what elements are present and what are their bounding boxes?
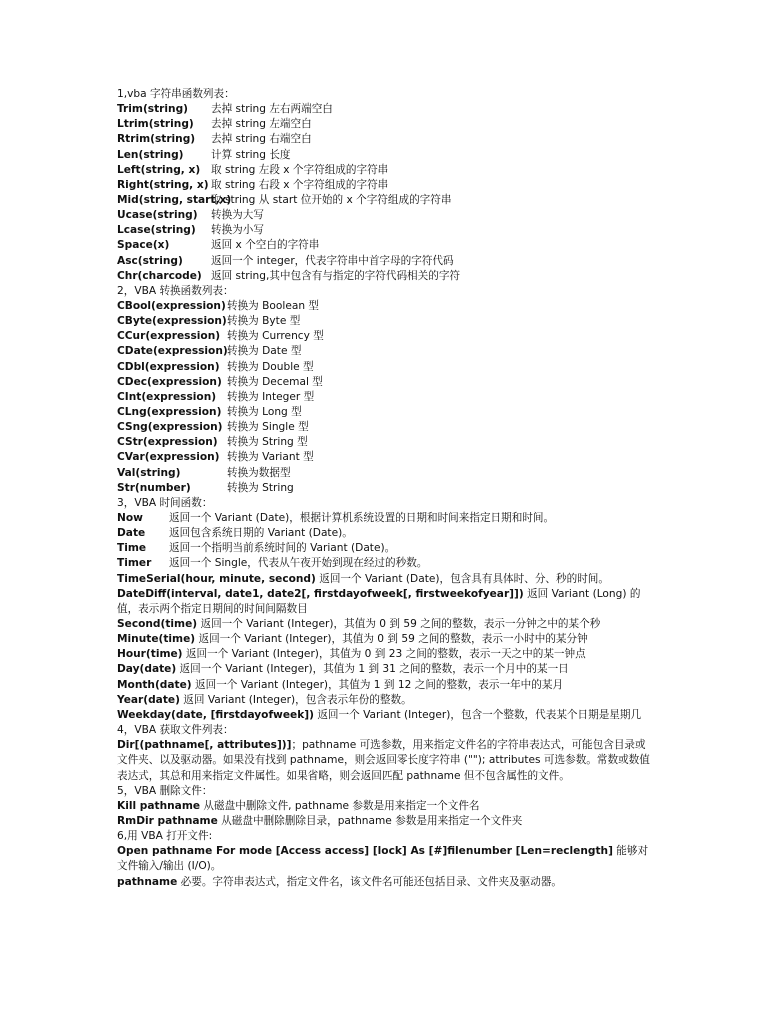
function-name: Asc(string) [117,254,183,267]
function-description: 返回一个 Variant (Integer)，其值为 1 到 31 之间的整数，表示一个月中的某一日 [176,663,569,676]
function-description: 去掉 string 左端空白 [211,118,312,131]
function-description: 返回一个 Single，代表从午夜开始到现在经过的秒数。 [169,557,428,570]
function-row [117,541,652,556]
function-name: Space(x) [117,239,170,252]
function-row [117,405,652,420]
function-row [117,375,652,390]
function-name: CDec(expression) [117,375,222,388]
function-description: 转换为 Single 型 [227,421,309,434]
function-description: 取 string 右段 x 个字符组成的字符串 [211,178,389,191]
function-row [117,163,652,178]
function-description: 取 string 左段 x 个字符组成的字符串 [211,163,389,176]
function-name: Ucase(string) [117,209,198,222]
function-paragraph [117,875,652,890]
function-description: 转换为 Boolean 型 [227,299,320,312]
function-name: CByte(expression) [117,315,227,328]
function-description: ；pathname 可选参数，用来指定文件名的字符串表达式，可能包含目录或文件夹、以及驱动器。如果没有找到 pathname，则会返回零长度字符串 (""); attributes 可选参数。常数或数值表达式，其总和用来指定文件属性。如果省略，则会返回匹配 pathname 但不包含属性的文件。 [117,739,650,782]
section-heading: 3，VBA 时间函数： [117,496,213,509]
function-paragraph [117,738,652,783]
function-name: Str(number) [117,481,191,494]
function-name: Lcase(string) [117,224,196,237]
function-name: Minute(time) [117,633,196,646]
function-name: Right(string, x) [117,178,209,191]
function-description: 返回 x 个空白的字符串 [211,239,320,252]
function-description: 返回一个 Variant (Integer)，其值为 0 到 59 之间的整数，表示一小时中的某分钟 [195,633,588,646]
function-row [117,329,652,344]
function-name: Len(string) [117,148,184,161]
function-name: CDate(expression) [117,345,228,358]
function-name: Chr(charcode) [117,269,202,282]
function-description: 返回一个 Variant (Integer)，其值为 0 到 59 之间的整数，表示一分钟之中的某个秒 [197,617,601,630]
function-name: Second(time) [117,617,198,630]
function-paragraph [117,678,652,693]
function-description: 转换为 Long 型 [227,405,302,418]
function-row [117,148,652,163]
function-name: CSng(expression) [117,421,223,434]
function-description: 转换为 Integer 型 [227,390,315,403]
function-name: Weekday(date, [firstdayofweek]) [117,708,314,721]
function-row [117,269,652,284]
function-description: 返回 string,其中包含有与指定的字符代码相关的字符 [211,269,461,282]
function-description: 返回 Variant (Long) 的值，表示两个指定日期间的时间间隔数目 [117,587,641,615]
section-heading: 2，VBA 转换函数列表： [117,284,234,297]
function-row [117,435,652,450]
section-heading: 1,vba 字符串函数列表： [117,88,235,100]
function-description: 转换为 Currency 型 [227,330,324,343]
function-name: CStr(expression) [117,436,218,449]
function-row [117,193,652,208]
function-row [117,360,652,375]
function-name: TimeSerial(hour, minute, second) [117,572,316,585]
function-description: 返回一个 Variant (Date)，包含具有具体时、分、秒的时间。 [315,572,609,585]
function-row [117,526,652,541]
function-name: Kill pathname [117,799,201,812]
section-heading: 6,用 VBA 打开文件: [117,830,213,843]
function-description: 转换为 Double 型 [227,360,314,373]
function-row [117,481,652,496]
function-row [117,223,652,238]
function-description: 去掉 string 左右两端空白 [211,103,333,116]
function-description: 转换为小写 [211,224,264,237]
function-paragraph [117,814,652,829]
function-description: 从磁盘中删除文件, pathname 参数是用来指定一个文件名 [200,799,480,812]
function-paragraph [117,632,652,647]
function-description: 计算 string 长度 [211,148,291,161]
function-row [117,466,652,481]
function-name: pathname [117,875,178,888]
function-paragraph [117,587,652,617]
function-paragraph [117,799,652,814]
function-description: 必要。字符串表达式，指定文件名，该文件名可能还包括目录、文件夹及驱动器。 [177,875,563,888]
function-name: Mid(string, start,x) [117,193,232,206]
function-row [117,344,652,359]
function-description: 返回一个指明当前系统时间的 Variant (Date)。 [169,542,396,555]
function-row [117,102,652,117]
function-description: 转换为 Byte 型 [227,315,301,328]
function-row [117,314,652,329]
section-heading: 4，VBA 获取文件列表： [117,724,234,737]
function-row [117,238,652,253]
function-name: CVar(expression) [117,451,220,464]
function-name: Dir[(pathname[, attributes])] [117,739,292,752]
function-row [117,254,652,269]
function-description: 能够对文件输入/输出 (I/O)。 [117,845,649,873]
function-description: 返回 Variant (Integer)，包含表示年份的整数。 [179,693,412,706]
function-name: Date [117,527,146,540]
function-description: 返回一个 integer，代表字符串中首字母的字符代码 [211,254,454,267]
function-description: 取 string 从 start 位开始的 x 个字符组成的字符串 [211,193,452,206]
function-row [117,208,652,223]
function-description: 去掉 string 右端空白 [211,133,312,146]
function-description: 返回包含系统日期的 Variant (Date)。 [169,527,353,540]
function-description: 转换为 String [227,481,294,494]
function-name: CDbl(expression) [117,360,220,373]
function-description: 转换为 Date 型 [227,345,302,358]
function-description: 返回一个 Variant (Integer)，其值为 1 到 12 之间的整数，表示一年中的某月 [191,678,564,691]
function-name: CCur(expression) [117,330,221,343]
function-name: Year(date) [117,693,180,706]
function-name: Timer [117,557,152,570]
function-name: Now [117,511,143,524]
function-row [117,132,652,147]
function-row [117,390,652,405]
function-row [117,556,652,571]
function-description: 返回一个 Variant (Integer)，包含一个整数，代表某个日期是星期几 [313,708,642,721]
function-name: Month(date) [117,678,192,691]
function-description: 转换为 Decemal 型 [227,375,323,388]
function-paragraph [117,708,652,723]
function-name: CInt(expression) [117,390,217,403]
document-body [117,87,652,890]
function-row [117,178,652,193]
function-name: RmDir pathname [117,814,218,827]
function-row [117,299,652,314]
function-description: 从磁盘中删除删除目录，pathname 参数是用来指定一个文件夹 [217,814,523,827]
function-paragraph [117,572,652,587]
function-name: Hour(time) [117,648,183,661]
function-paragraph [117,617,652,632]
function-name: Time [117,542,147,555]
function-description: 转换为数据型 [227,466,291,479]
function-paragraph [117,662,652,677]
function-row [117,450,652,465]
function-description: 转换为 String 型 [227,436,308,449]
function-description: 转换为 Variant 型 [227,451,314,464]
function-name: Trim(string) [117,103,188,116]
function-paragraph [117,844,652,874]
function-row [117,117,652,132]
function-description: 返回一个 Variant (Date)，根据计算机系统设置的日期和时间来指定日期和时间。 [169,511,555,524]
function-description: 返回一个 Variant (Integer)，其值为 0 到 23 之间的整数，表示一天之中的某一钟点 [182,648,586,661]
function-name: Open pathname For mode [Access access] [lock] As [#]filenumber [Len=reclength] [117,845,613,858]
section-heading: 5，VBA 删除文件： [117,784,213,797]
function-description: 转换为大写 [211,209,264,222]
function-name: Rtrim(string) [117,133,196,146]
function-name: Left(string, x) [117,163,201,176]
function-row [117,511,652,526]
function-paragraph [117,647,652,662]
function-name: Day(date) [117,663,177,676]
function-name: Ltrim(string) [117,118,194,131]
function-paragraph [117,693,652,708]
function-name: CBool(expression) [117,299,226,312]
function-name: DateDiff(interval, date1, date2[, firstdayofweek[, firstweekofyear]]) [117,587,524,600]
function-name: Val(string) [117,466,181,479]
function-name: CLng(expression) [117,405,222,418]
function-row [117,420,652,435]
